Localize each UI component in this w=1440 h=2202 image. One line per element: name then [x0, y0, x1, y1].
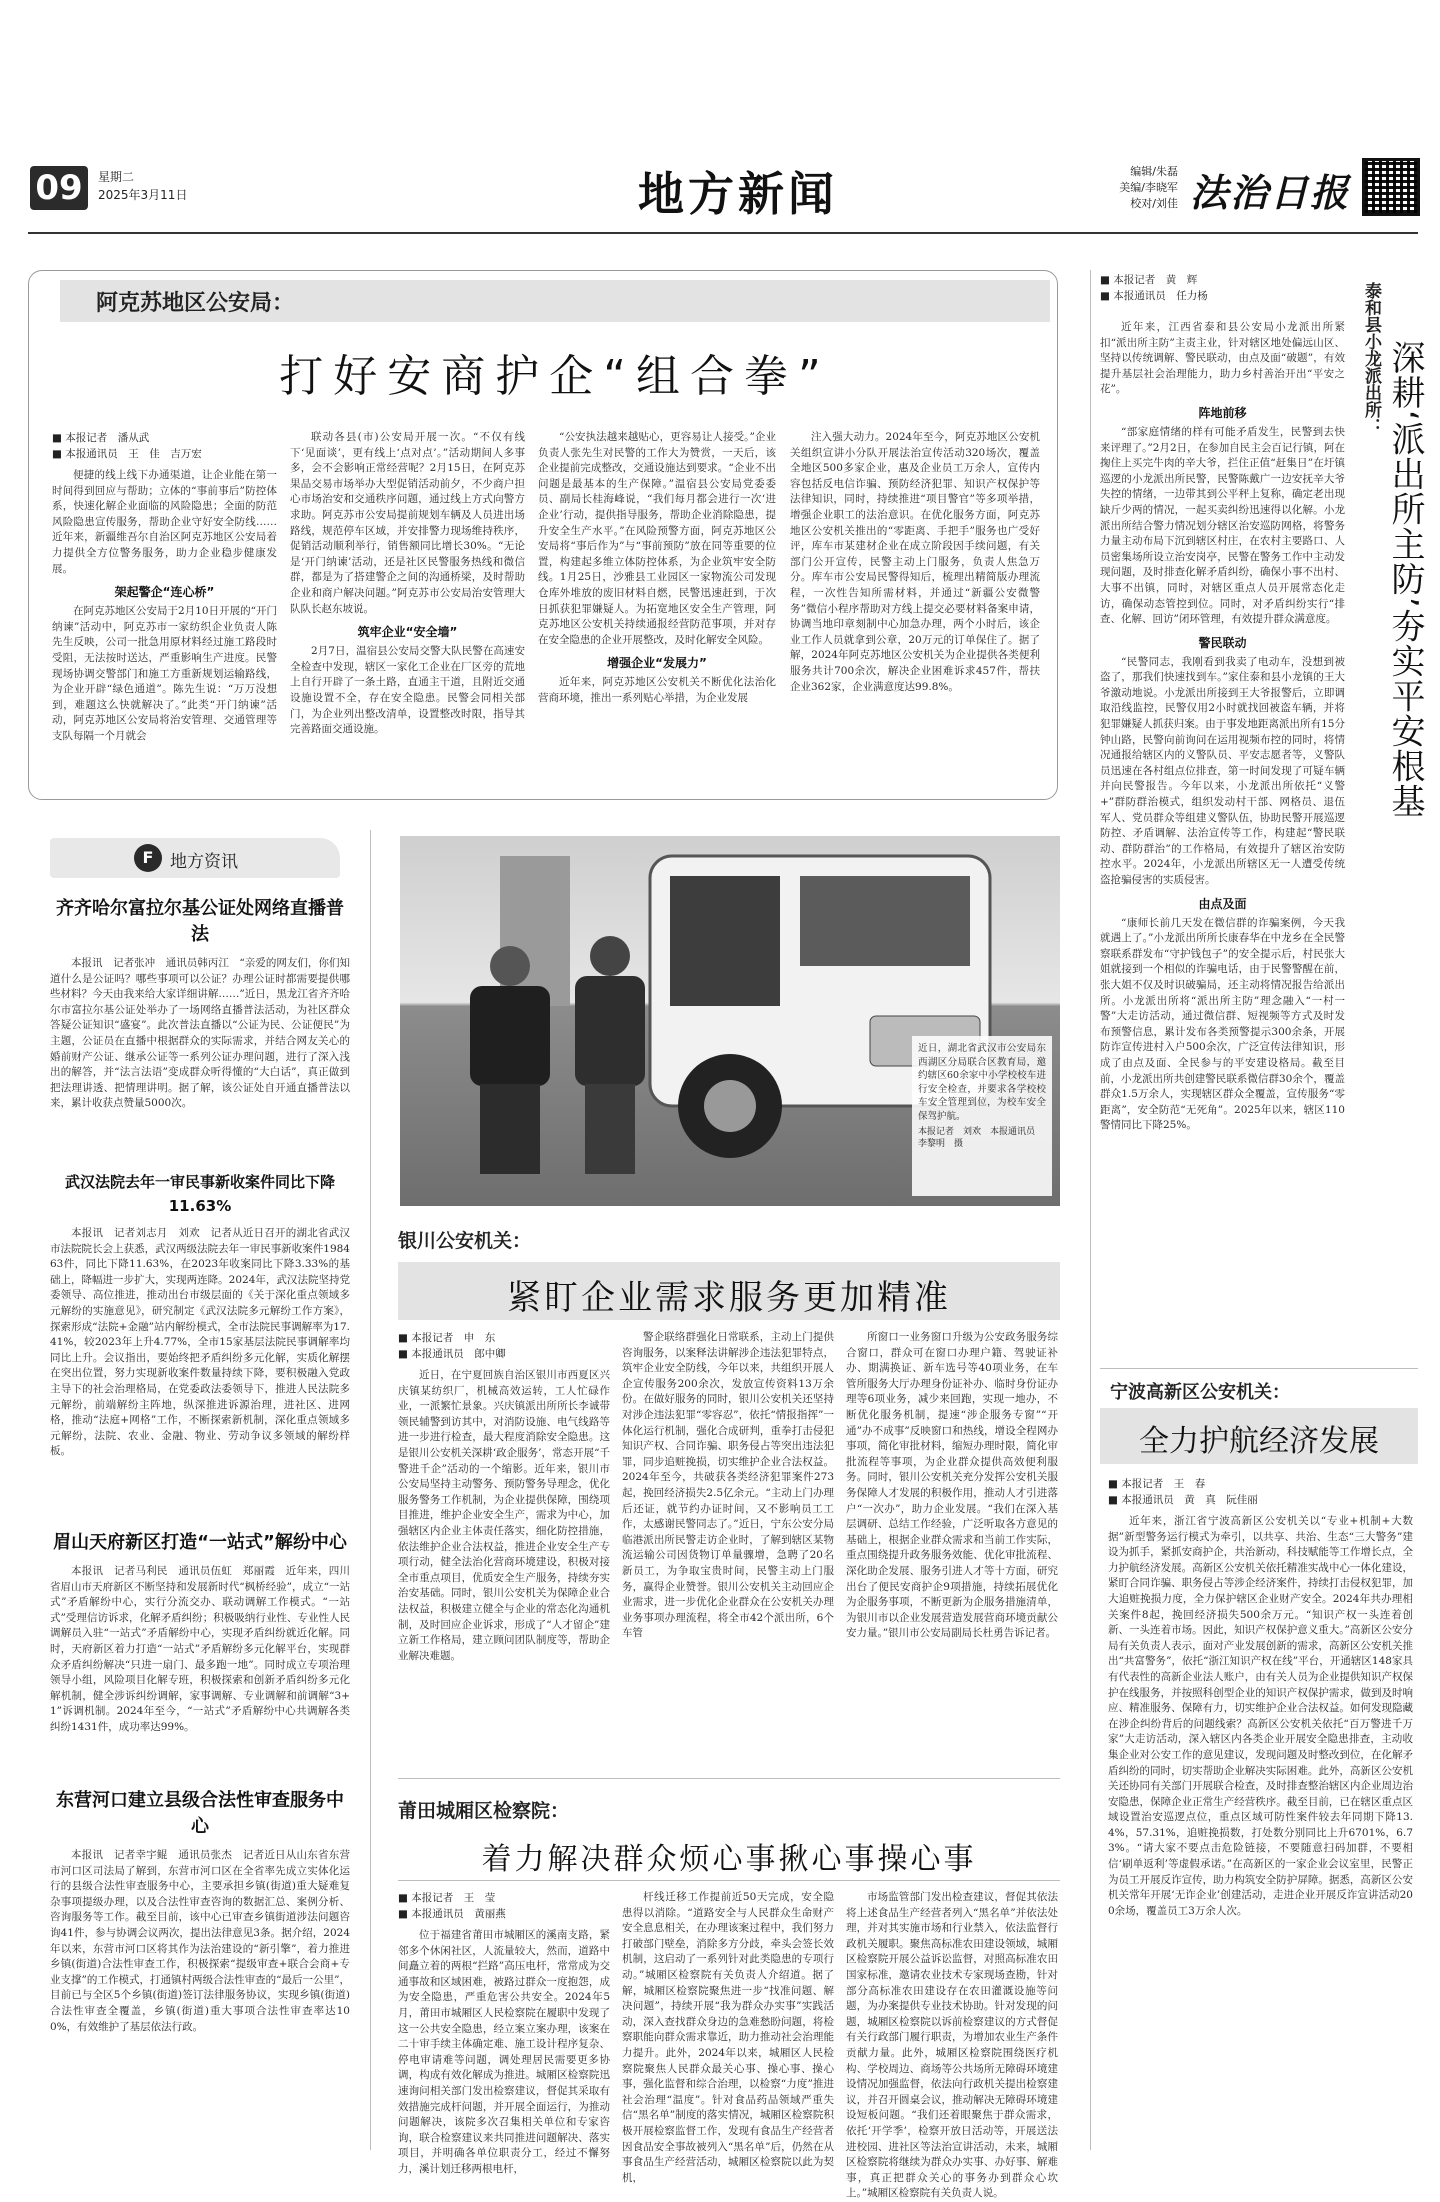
- right-column-rule: [1090, 270, 1091, 2150]
- yinchuan-col-1: [398, 1330, 610, 1770]
- brief-1-body: 本报讯 记者张冲 通讯员韩丙江 “亲爱的网友们，你们知道什么是公证吗？哪些事项可以公证？办理公证时都需要提供哪些材料？今天由我来给大家详细讲解……”近日，黑龙江省齐齐哈尔市富拉尔基公证处举办了一场网络直播普法活动，为社区群众答疑公证知识“盛宴”。此次普法直播以“公证为民、公证便民”为主题，公证员在直播中根据群众的实际需求，并结合网友关心的婚前财产公证、继承公证等一系列公证办理问题，进行了深入浅出的解答，并“法言法语”变成群众听得懂的“大白话”，真正做到把法理讲透、把情理讲明。据了解，该公证处自开通直播普法以来，累计收获点赞量5000次。: [50, 957, 350, 1110]
- photo-bus-window: [670, 876, 780, 1006]
- taihe-body-3: “康师长前几天发在微信群的诈骗案例，今天我就遇上了。”小龙派出所所长康春华在中龙乡在全民警察联系群发布“守护钱包子”的安全提示后，村民张大姐就接到一个相似的诈骗电话，由于民警警醒在前，张大姐不仅及时识破骗局，还主动将情况报告给派出所。小龙派出所将“派出所主防”理念融入“一村一警”大走访活动，通过微信群、短视频等方式及时发布预警信息，累计发布各类预警提示300余条，开展防诈宣传进村入户500余次，广泛宣传法律知识，形成了由点及面、全民参与的平安建设格局。截至目前，小龙派出所共创建警民联系微信群30余个，覆盖群众1.5万余人，实现辖区群众全覆盖，宣传服务“零距离”，安全防范“无死角”。2025年以来，辖区110警情同比下降25%。: [1100, 916, 1345, 1132]
- taihe-body-2: “民警同志，我刚看到我卖了电动车，没想到被盗了，那我们快速找到车。”家住泰和县小龙镇的王大爷激动地说。小龙派出所接到王大爷报警后，立即调取沿线监控，民警仅用2小时就找回被盗车辆，并将犯罪嫌疑人抓获归案。由于事发地距离派出所有15分钟山路，民警向前询问在运用视频布控的同时，将情况通报给辖区内的义警队员、平安志愿者等，义警队员迅速在各村组点位排查，第一时间发现了可疑车辆并向民警报告。今年以来，小龙派出所依托“义警+”群防群治模式，组织发动村干部、网格员、退伍军人、党员群众等组建义警队伍，协助民警开展巡逻防控、矛盾调解、法治宣传等工作，构建起“警民联动、群防群治”的工作格局，有效提升了辖区治安防控水平。2024年，小龙派出所辖区无一人遭受传统盗抢骗侵害的实质侵害。: [1100, 655, 1345, 886]
- lead-col-2: [290, 430, 525, 790]
- yinchuan-byline-1: ■ 本报记者 申 东: [398, 1332, 496, 1344]
- left-column-rule: [370, 830, 371, 2150]
- brief-4: [50, 1788, 350, 2148]
- yinchuan-byline-2: ■ 本报通讯员 郎中卿: [398, 1348, 506, 1360]
- photo-bus-hubcap: [704, 1080, 756, 1132]
- page-number-badge: [30, 166, 88, 210]
- brief-3: [50, 1530, 350, 1780]
- lead-col1-body: 在阿克苏地区公安局于2月10日开展的“开门纳谏”活动中，阿克苏市一家纺织企业负责人陈先生反映，公司一批急用原材料经过施工路段时受阻，无法按时送达，严重影响生产进度。民警现场协调交警部门和施工方重新规划运输路线，为企业开辟“绿色通道”。陈先生说：“万万没想到，难题这么快就解决了。”此类“开门纳谏”活动，阿克苏地区公安局将治安管理、交通管理等支队每隔一个月就会: [52, 605, 277, 742]
- yinchuan-headline: 紧盯企业需求服务更加精准: [507, 1278, 951, 1318]
- lead-col4-body: 注入强大动力。2024年至今，阿克苏地区公安机关组织宣讲小分队开展法治宣传活动320场次，覆盖全地区500多家企业，惠及企业员工万余人，宣传内容包括反电信诈骗、预防经济犯罪、知识产权保护等法律知识，同时，持续推进“项目警官”等多项举措，增强企业职工的法治意识。在优化服务方面，阿克苏地区公安机关推出的“零距离、手把手”服务也广受好评，库车市某建材企业在成立阶段因手续问题，有关部门公开宣传，民警主动上门服务，负责人焦急万分。库车市公安局民警得知后，梳理出精简版办理流程，一次性告知所需材料，并通过“新疆公安微警务”微信小程序帮助对方线上提交必要材料备案申请，协调当地印章刻制中心加急办理，两个小时后，该企业工作人员就拿到公章，20万元的订单保住了。据了解，2024年阿克苏地区公安机关为企业提供各类便利服务共计700余次，解决企业困难诉求457件，帮扶企业362家，企业满意度达99.8%。: [790, 431, 1040, 693]
- photo-officer-head: [590, 936, 630, 976]
- ningbo-body: [1108, 1476, 1413, 2151]
- brief-1-headline: 齐齐哈尔富拉尔基公证处网络直播普法: [56, 898, 344, 945]
- brief-4-body: 本报讯 记者幸宇鲲 通讯员张杰 记者近日从山东省东营市河口区司法局了解到，东营市河口区在全省率先成立实体化运行的县级合法性审查服务中心，主要承担乡镇(街道)重大疑难复杂事项提级办理，以及合法性审查咨询的数据汇总、案例分析、咨询服务等工作。截至目前，该中心已审查乡镇街道涉法问题咨询41件，参与协调会议两次，提出法律意见3条。据介绍，2024年以来，东营市河口区将其作为法治建设的“新引擎”，着力推进乡镇(街道)合法性审查工作，积极探索“提级审查+联合会商+专业支撑”的工作模式，打通镇村两级合法性审查的“最后一公里”，目前已与全区5个乡镇(街道)签订法律服务协议，实现乡镇(街道)合法性审查全覆盖，乡镇(街道)重大事项合法性审查率达100%，有效维护了基层依法行政。: [50, 1849, 350, 2033]
- taihe-subhead-1: 阵地前移: [1198, 405, 1247, 420]
- briefs-logo-icon: F: [134, 844, 162, 872]
- yinchuan-col-3: [846, 1330, 1058, 1770]
- lead-col3-body2: 近年来，阿克苏地区公安机关不断优化法治化营商环境，推出一系列贴心举措，为企业发展: [538, 676, 776, 704]
- qr-code-icon: [1362, 158, 1420, 216]
- lead-kicker: 阿克苏地区公安局：: [96, 291, 295, 316]
- taihe-vertical-kicker: 泰和县小龙派出所：: [1361, 282, 1381, 435]
- yinchuan-kicker: 银川公安机关：: [398, 1230, 532, 1252]
- paper-logo: 法治日报: [1190, 170, 1351, 215]
- photo-officer-legs: [585, 1084, 635, 1174]
- taihe-byline-2: ■ 本报通讯员 任力杨: [1100, 290, 1208, 302]
- art-editor-credit: 美编/李晓军: [1119, 181, 1178, 194]
- taihe-body-1: “部家庭情绪的样有可能矛盾发生，民警到去快来评理了。”2月2日，在参加自民主会百记行镇，阿在掬住上买完牛肉的辛大爷，拦住正值“赶集日”在圩镇巡逻的小龙派出所民警，民警陈戴广一边安抚辛大爷失控的情绪，一边带其到公平秤上复称，确定老出现缺斤少两的情况，一起买卖纠纷迅速得以化解。小龙派出所结合警力情况划分辖区治安巡防网格，将警务力量主动布局下沉到辖区村庄，在农村主要路口、人员密集场所设立治安岗亭，民警在警务工作中主动发现问题，及时排查化解矛盾纠纷，确保小事不出村、大事不出镇，同时，对辖区重点人员开展常态化走访，确保动态管控到位。同时，对矛盾纠纷实行“排查、化解、回访”闭环管理，有效提升群众满意度。: [1100, 425, 1345, 626]
- ningbo-byline-2: ■ 本报通讯员 黄 真 阮佳丽: [1108, 1494, 1258, 1506]
- photo-credit: 本报记者 刘欢 本报通讯员 李黎明 摄: [918, 1127, 1045, 1149]
- lead-headline: 打好安商护企“组合拳”: [279, 351, 831, 402]
- putian-kicker: 莆田城厢区检察院：: [398, 1800, 570, 1822]
- putian-headline: 着力解决群众烦心事揪心事操心事: [481, 1842, 977, 1877]
- yinchuan-col-2: [622, 1330, 834, 1770]
- lead-col3-body: “公安执法越来越贴心，更容易让人接受。”企业负责人张先生对民警的工作大为赞赏，一天后，该企业提前完成整改，交通设施达到要求。“企业不出问题是最基本的生产保障。”温宿县公安局党委委员、副局长桂海峰说，“我们每月都会进行一次‘进企业’行动，提供指导服务，帮助企业消除隐患，提升安全生产水平。”在风险预警方面，阿克苏地区公安局将“事后作为”与“事前预防”放在同等重要的位置，构建起多维立体防控体系，为企业筑牢安全防线。1月25日，沙雅县工业园区一家物流公司发现仓库外堆放的废旧材料自燃，民警迅速赶到，于次日抓获犯罪嫌疑人。为拓宽地区安全生产管理，阿克苏地区公安机关持续通报经营防范事项，并对存在安全隐患的企业开展整改，及时化解安全风险。: [538, 431, 776, 646]
- section-title: 地方新闻: [638, 167, 838, 221]
- photo-officer2-head: [490, 946, 530, 986]
- taihe-subhead-2: 警民联动: [1198, 635, 1247, 650]
- putian-col-3: [846, 1890, 1058, 2200]
- lead-kicker-band: [60, 280, 1050, 322]
- putian-col2-body: 杆线迁移工作提前近50天完成，安全隐患得以消除。“道路安全与人民群众生命财产安全息息相关，在办理该案过程中，我们努力打破部门壁垒，消除多方分歧，牵头会签长效机制，这启动了一系列针对此类隐患的专项行动。”城厢区检察院有关负责人介绍道。据了解，城厢区检察院聚焦进一步“找准问题、解决问题”，持续开展“我为群众办实事”实践活动，深入查找群众身边的急难愁盼问题，将检察职能向群众需求靠近，助力推动社会治理能力提升。此外，2024年以来，城厢区人民检察院聚焦人民群众最关心事、操心事、操心事，强化监督和综合治理，以检察“力度”推进社会治理“温度”。针对食品药品领域严重失信“黑名单”制度的落实情况，城厢区检察院积极开展检察监督工作，发现有食品生产经营者因食品安全事故被列入“黑名单”后，仍然在从事食品生产经营活动，城厢区检察院以此为契机，: [622, 1891, 834, 2184]
- taihe-body: [1100, 320, 1345, 1360]
- taihe-vertical-headline: 深耕‘派出所主防’夯实平安根基: [1385, 340, 1425, 819]
- lead-col2-body2: 2月7日，温宿县公安局交警大队民警在高速安全检查中发现，辖区一家化工企业在厂区旁的荒地上自行开辟了一条土路，直通主干道，且附近交通设施设置不全，存在安全隐患。民警会同相关部门，为企业列出整改清单，设置整改时限，指导其完善路面交通设施。: [290, 645, 525, 736]
- photo-officer-body: [575, 976, 645, 1086]
- page-number: 09: [35, 168, 83, 208]
- lead-intro: 便捷的线上线下办通渠道，让企业能在第一时间得到回应与帮助；立体的“事前事后”防控体系，快速化解企业面临的风险隐患；全面的防范风险隐患宣传服务，帮助企业守好安全防线……近年来，新疆维吾尔自治区阿克苏地区公安局着力提供全方位警务服务，助力企业稳步健康发展。: [52, 469, 277, 575]
- photo-caption: 近日，湖北省武汉市公安局东西湖区分局联合区教育局，邀约辖区60余家中小学校校车进行安全检查，并要求各学校校车安全管理到位，为校车安全保驾护航。: [918, 1043, 1046, 1122]
- lead-col-3: [538, 430, 776, 790]
- yinchuan-col1-body: 近日，在宁夏回族自治区银川市西夏区兴庆镇某纺织厂，机械高效运转，工人忙碌作业，一派繁忙景象。兴庆镇派出所所长李诚带领民辅警到访其中，对消防设施、电气线路等进一步进行检查，最大程度消除安全隐患。这是银川公安机关深耕‘政企服务’，常态开展“千警进千企”活动的一个缩影。近年来，银川市公安局坚持主动警务、预防警务导理念，优化服务警务工作机制，为企业提供保障，围绕项目推进，维护企业安全生产，需求为中心，加强辖区内企业主体责任落实，细化防控措施，依法维护企业合法权益，推进企业安全生产专项行动，健全法治化营商环境建设，积极对接全市重点项目，优质安全生产服务，持续夯实治安基础。同时，银川公安机关为保障企业合法权益，积极建立健全与企业的常态化沟通机制，及时回应企业诉求，形成了“人才留企”建立新工作格局，建立顾问团队制度等，帮助企业解决难题。: [398, 1369, 610, 1662]
- ningbo-body-text: 近年来，浙江省宁波高新区公安机关以“专业+机制+大数据”新型警务运行模式为牵引，以共享、共治、生态“三大警务”建设为抓手，紧抓安商护企，共治新动，科技赋能等工作增长点，全力护航经济发展。高新区公安机关依托精准实战中心一体化建设，紧盯合同诈骗、职务侵占等涉企经济案件，持续打击侵权犯罪，加大追赃挽损力度，全力保护辖区企业财产安全。2024年共办理相关案件8起，挽回经济损失500余万元。“知识产权一头连着创新、一头连着市场。因此，知识产权保护意义重大。”高新区公安分局有关负责人表示，面对产业发展创新的需求，高新区公安机关推出“共富警务”，依托“浙江知识产权在线”平台，开通辖区148家具有代表性的高新企业法人账户，由有关人员为企业提供知识产权保护在线服务，并按照科创型企业的知识产权保护需求，做到及时响应、精准服务、保障有力，切实维护企业合法权益。如何发现隐藏在涉企纠纷背后的问题线索？高新区公安机关依托“百万警进千万家”大走访活动，深入辖区内各类企业开展安全隐患排查，主动收集企业对公安工作的意见建议，发现问题及时整改到位，在化解矛盾纠纷的同时，切实帮助企业解决实际困难。此外，高新区公安机关还协同有关部门开展联合检查，及时排查整治辖区内企业周边治安隐患，保障企业正常生产经营秩序。截至目前，已在辖区重点区域设置治安巡逻点位，重点区域可防性案件较去年同期下降13.4%，57.31%，追赃挽损数，打处数分别同比上升6701%，6.73%。“请大家不要点击危险链接，不要随意扫码加群，不要相信‘刷单返利’等虚假承诺。”在高新区的一家企业会议室里，民警正为员工开展反诈宣传，助力构筑安全防护屏障。据悉，高新区公安机关常年开展‘无诈企业’创建活动，走进企业开展反诈宣讲活动200余场，覆盖员工3万余人次。: [1108, 1515, 1413, 1917]
- ningbo-kicker: 宁波高新区公安机关：: [1110, 1382, 1290, 1403]
- brief-3-body: 本报讯 记者马利民 通讯员伍虹 郑丽霞 近年来，四川省眉山市天府新区不断坚持和发展新时代“枫桥经验”，成立“一站式”矛盾解纷中心，实行分流交办、联动调解工作模式。“一站式”受理信访诉求，化解矛盾纠纷；积极吸纳行业性、专业性人民调解员入驻“一站式”矛盾解纷中心，实现矛盾纠纷就近化解。同时，天府新区着力打造“一站式”矛盾解纷多元化解平台，实现群众矛盾纠纷解决“只进一扇门、最多跑一地”。同时成立专项治理领导小组，风险项目化解专班，积极探索和创新矛盾纠纷多元化解机制，健全涉诉纠纷调解，家事调解、专业调解和前调解“3+1”诉调机制。2024年至今，“一站式”矛盾解纷中心共调解各类纠纷1431件，成功率达99%。: [50, 1565, 350, 1733]
- brief-2: [50, 1170, 350, 1520]
- photo-caption-box: [912, 1036, 1052, 1196]
- putian-headline-rule: [398, 1880, 1060, 1881]
- ningbo-byline-1: ■ 本报记者 王 春: [1108, 1478, 1206, 1490]
- proofreader-credit: 校对/刘佳: [1130, 197, 1178, 210]
- photo-officer2-legs: [480, 1084, 540, 1174]
- lead-subhead-1: 架起警企“连心桥”: [114, 585, 215, 600]
- putian-col-1: [398, 1890, 610, 2175]
- lead-subhead-3: 增强企业“发展力”: [607, 656, 707, 671]
- brief-3-headline: 眉山天府新区打造“一站式”解纷中心: [53, 1532, 347, 1553]
- taihe-bylines: [1100, 272, 1340, 312]
- masthead-rule: [28, 232, 1418, 234]
- briefs-label: 地方资讯: [170, 852, 238, 872]
- photo-bus-windshield: [800, 876, 970, 966]
- putian-col1-body: 位于福建省莆田市城厢区的溪南支路，紧邻多个休闲社区，人流量较大，然而，道路中间矗立着的两根“拦路”高压电杆，常常成为交通事故和区域困难，被路过群众一度抱怨，成为安全隐患，严重危害公共安全。2024年5月，莆田市城厢区人民检察院在履职中发现了这一公共安全隐患，经立案立案办理，该案在二十审手续主体确定难、施工设计程序复杂、停电审请难等问题，调处理居民需要更多协调，构成有效化解成为推进。城厢区检察院迅速询问相关部门发出检察建议，督促其采取有效措施完成杆问题，并开展全面运行，为推动问题解决，该院多次召集相关单位和专家咨询，联合检察建议来共同推进问题解决、落实项目，并明确各单位职责分工，经过不懈努力，溪计划迁移两根电杆，: [398, 1929, 610, 2175]
- news-photo: [400, 836, 1060, 1206]
- briefs-label-band: [50, 838, 340, 878]
- brief-4-headline: 东营河口建立县级合法性审查服务中心: [56, 1790, 344, 1837]
- editor-credit: 编辑/朱磊: [1130, 165, 1178, 178]
- weekday: 星期二: [98, 170, 135, 184]
- putian-byline-1: ■ 本报记者 王 莹: [398, 1892, 496, 1904]
- lead-byline-2: ■ 本报通讯员 王 佳 吉万宏: [52, 448, 202, 460]
- brief-1: [50, 896, 350, 1176]
- ningbo-headline: 全力护航经济发展: [1139, 1424, 1379, 1459]
- taihe-subhead-3: 由点及面: [1198, 896, 1247, 911]
- brief-2-body: 本报讯 记者刘志月 刘欢 记者从近日召开的湖北省武汉市法院院长会上获悉，武汉两级法院去年一审民事新收案件198463件，同比下降11.63%，在2023年收案同比下降3.33%的基础上，降幅进一步扩大，实现两连降。2024年，武汉法院坚持党委领导、高位推进，推动出台市级层面的《关于深化重点领域多元解纷的实施意见》，研究制定《武汉法院多元解纷工作方案》，探索形成“法院+金融”站内解纷模式，全市法院民事调解率为17.41%，较2023年上升4.77%，全市15家基层法院民事调解率均同比上升。会议指出，要始终把矛盾纠纷多元化解，实质化解摆在突出位置，努力实现新收案件数量持续下降，要积极融入党政主导下的社会治理格局，在党委政法委领导下，推进人民法院多元解纷，前端解纷主阵地，纵深推进诉源治理，进社区、进网格，推动“法庭+网格”工作，不断探索新机制，深化重点领域多元解纷，法院、农业、金融、物业、劳动争议多领域的解纷样板。: [50, 1227, 350, 1458]
- yinchuan-bottom-rule: [398, 1778, 1060, 1779]
- ningbo-top-rule: [1100, 1368, 1418, 1369]
- lead-col-4: [790, 430, 1040, 790]
- issue-date: 2025年3月11日: [98, 188, 188, 202]
- brief-2-headline: 武汉法院去年一审民事新收案件同比下降11.63%: [64, 1173, 335, 1215]
- taihe-byline-1: ■ 本报记者 黄 辉: [1100, 274, 1198, 286]
- lead-subhead-2: 筑牢企业“安全墙”: [357, 625, 458, 640]
- lead-byline-1: ■ 本报记者 潘从武: [52, 432, 150, 444]
- putian-byline-2: ■ 本报通讯员 黄丽燕: [398, 1908, 506, 1920]
- putian-col3-body: 市场监管部门发出检查建议，督促其依法将上述食品生产经营者列入“黑名单”并依法处理，并对其实施市场和行业禁入，依法监督行政机关履职。聚焦高标准农田建设领域，城厢区检察院开展公益诉讼监督，对照高标准农田国家标准，邀请农业技术专家现场查勘，针对部分高标准农田建设存在农田灌溉设施等问题，为办案提供专业技术协助。针对发现的问题，城厢区检察院以诉前检察建议的方式督促有关行政部门履行职责，为增加农业生产条件贡献力量。此外，城厢区检察院围绕医疗机构、学校周边、商场等公共场所无障碍环境建设情况加强监督，依法向行政机关提出检察建议，并召开圆桌会议，推动解决无障碍环境建设短板问题。“我们还着眼聚焦于群众需求，依托‘开学季’，检察开放日活动等，开展送法进校园、进社区等法治宣讲活动，未来，城厢区检察院将继续为群众办实事、办好事、解难事，真正把群众关心的事务办到群众心坎上。”城厢区检察院有关负责人说。: [846, 1891, 1058, 2200]
- photo-officer2-body: [470, 986, 550, 1086]
- yinchuan-col2-body: 警企联络群强化日常联系，主动上门提供咨询服务，以案释法讲解涉企违法犯罪特点，筑牢企业安全防线，今年以来，共组织开展人企宣传服务200余次，发放宣传资料13万余份。在做好服务的同时，银川公安机关还坚持对涉企违法犯罪“零容忍”，依托“情报指挥”一体化运行机制，强化合成研判，重拳打击侵犯知识产权、合同诈骗、职务侵占等突出违法犯罪，同步追赃挽损，切实维护企业合法权益。2024年至今，共破获各类经济犯罪案件273起，挽回经济损失2.5亿余元。“主动上门办理后还证，就节约办证时间，又不影响员工工作，太感谢民警同志了。”近日，宁东公安分局临港派出所民警走访企业时，了解到辖区某物流运输公司因货物订单量骤增，急聘了20名新员工，为争取宝贵时间，民警主动上门服务，赢得企业赞誉。银川公安机关主动回应企业需求，进一步优化企业群众在公安机关办理业务事项办理流程，将全市42个派出所，6个车管: [622, 1331, 834, 1640]
- lead-col-1: [52, 430, 277, 790]
- masthead: [28, 158, 1418, 228]
- yinchuan-col3-body: 所窗口一业务窗口升级为公安政务服务综合窗口，群众可在窗口办理户籍、驾驶证补办、期满换证、新车选号等40项业务，在车管所服务大厅办理身份证补办、临时身份证办理等6项业务，减少来回跑，实现一地办，不断优化服务机制，提速“涉企服务专窗”“开通”办不成事”反映窗口和热线，增设全程网办事项，简化审批材料，缩短办理时限，简化审批流程等事项，为企业群众提供高效便利服务。同时，银川公安机关充分发挥公安机关服务保障人才发展的积极作用，推动人才引进落户“一次办”，助力企业发展。“我们在深入基层调研、总结工作经验，广泛听取各方意见的基础上，根据企业群众需求和当前工作实际，重点围绕提升政务服务效能、优化审批流程、深化助企发展、服务引进人才等十方面，研究出台了便民安商护企9项措施，持续拓展优化为企服务事项，不断更新为企服务措施清单，为银川市以企业发展营造发展营商环境贡献公安力量。”银川市公安局副局长杜勇告诉记者。: [846, 1331, 1058, 1640]
- putian-col-2: [622, 1890, 834, 2184]
- lead-col2-body: 联动各县(市)公安局开展一次。“不仅有线下‘见面谈’，更有线上‘点对点’。”活动期间人多事多，会不会影响正常经营呢？2月15日，在阿克苏果品交易市场举办大型促销活动前夕，不少商户担心市场治安和交通秩序问题，通过线上方式向警方求助。阿克苏市公安局提前规划车辆及人员进出场路线，规范停车区域，并安排警力现场维持秩序，促销活动顺利举行，销售额同比增长30%。“无论是‘开门纳谏’活动，还是社区民警服务热线和微信群，都是为了搭建警企之间的沟通桥梁，及时帮助企业和商户解决问题。”阿克苏市公安局治安管理大队队长赵东坡说。: [290, 431, 525, 615]
- taihe-intro: 近年来，江西省泰和县公安局小龙派出所紧扣“派出所主防”主责主业，针对辖区地处偏远山区、坚持以传统调解、警民联动，由点及面“破题”，有效提升基层社会治理能力，助力乡村善治开出“平安之花”。: [1100, 321, 1345, 396]
